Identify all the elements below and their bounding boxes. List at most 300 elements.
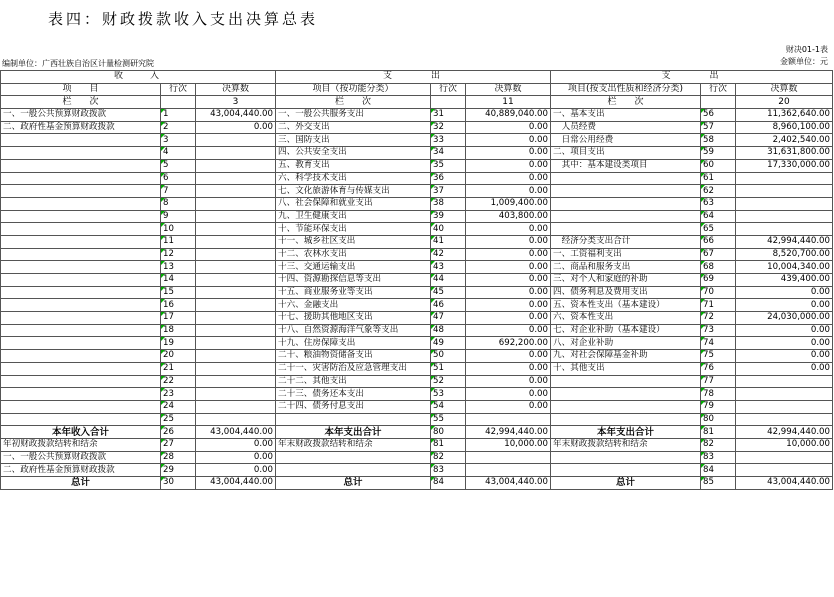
amount-header: 决算数 xyxy=(466,83,551,96)
income-item-cell xyxy=(1,299,161,312)
income-item-cell xyxy=(1,223,161,236)
func-item-cell: 十一、城乡社区支出 xyxy=(276,235,431,248)
func-item-cell: 二十四、债务付息支出 xyxy=(276,400,431,413)
income-amount-cell xyxy=(196,210,276,223)
econ-amount-cell: 24,030,000.00 xyxy=(736,312,833,325)
func-amount-cell: 10,000.00 xyxy=(466,438,551,451)
row-no-cell: 31 xyxy=(431,109,466,122)
func-item-cell: 十七、援助其他地区支出 xyxy=(276,312,431,325)
table-row xyxy=(1,438,833,451)
income-amount-cell xyxy=(196,274,276,287)
table-row xyxy=(1,286,833,299)
row-no-cell: 28 xyxy=(161,451,196,464)
econ-amount-cell xyxy=(736,375,833,388)
row-no-cell: 85 xyxy=(701,477,736,490)
table-row xyxy=(1,451,833,464)
func-amount-cell: 0.00 xyxy=(466,350,551,363)
table-row xyxy=(1,337,833,350)
empty-cell xyxy=(431,96,466,109)
table-row xyxy=(1,121,833,134)
func-item-cell: 六、科学技术支出 xyxy=(276,172,431,185)
row-no-cell: 32 xyxy=(431,121,466,134)
column-no-label: 栏 次 xyxy=(276,96,431,109)
row-no-cell: 58 xyxy=(701,134,736,147)
budget-table xyxy=(0,70,833,490)
row-no-cell: 3 xyxy=(161,134,196,147)
table-row xyxy=(1,324,833,337)
row-no-cell: 39 xyxy=(431,210,466,223)
econ-item-cell: 三、对个人和家庭的补助 xyxy=(551,274,701,287)
row-no-cell: 73 xyxy=(701,324,736,337)
row-no-cell: 19 xyxy=(161,337,196,350)
table-row xyxy=(1,464,833,477)
func-amount-cell: 42,994,440.00 xyxy=(466,426,551,439)
row-no-cell: 80 xyxy=(701,413,736,426)
table-row xyxy=(1,261,833,274)
column-number: 20 xyxy=(736,96,833,109)
row-no-cell: 43 xyxy=(431,261,466,274)
row-no-cell: 63 xyxy=(701,197,736,210)
func-item-cell: 二十一、灾害防治及应急管理支出 xyxy=(276,362,431,375)
income-amount-cell: 0.00 xyxy=(196,438,276,451)
row-no-cell: 35 xyxy=(431,159,466,172)
income-amount-cell xyxy=(196,197,276,210)
row-no-cell: 82 xyxy=(701,438,736,451)
row-no-cell: 6 xyxy=(161,172,196,185)
column-header-row xyxy=(1,83,833,96)
func-amount-cell xyxy=(466,464,551,477)
econ-item-cell: 九、对社会保障基金补助 xyxy=(551,350,701,363)
econ-amount-cell: 10,004,340.00 xyxy=(736,261,833,274)
table-row xyxy=(1,134,833,147)
func-item-cell: 八、社会保障和就业支出 xyxy=(276,197,431,210)
row-no-cell: 4 xyxy=(161,147,196,160)
func-item-cell xyxy=(276,464,431,477)
func-amount-cell: 0.00 xyxy=(466,223,551,236)
income-amount-cell xyxy=(196,375,276,388)
econ-item-cell xyxy=(551,388,701,401)
row-no-cell: 27 xyxy=(161,438,196,451)
table-row xyxy=(1,413,833,426)
income-item-cell xyxy=(1,388,161,401)
table-row xyxy=(1,223,833,236)
row-no-cell: 81 xyxy=(431,438,466,451)
row-no-cell: 33 xyxy=(431,134,466,147)
empty-cell xyxy=(701,96,736,109)
table-row xyxy=(1,299,833,312)
income-item-cell xyxy=(1,261,161,274)
row-no-cell: 81 xyxy=(701,426,736,439)
row-no-cell: 65 xyxy=(701,223,736,236)
econ-item-cell: 本年支出合计 xyxy=(551,426,701,439)
func-amount-cell: 403,800.00 xyxy=(466,210,551,223)
func-item-cell: 十四、资源勘探信息等支出 xyxy=(276,274,431,287)
row-no-cell: 21 xyxy=(161,362,196,375)
row-no-cell: 7 xyxy=(161,185,196,198)
econ-amount-cell xyxy=(736,172,833,185)
func-item-cell: 三、国防支出 xyxy=(276,134,431,147)
table-row xyxy=(1,477,833,490)
row-no-cell: 68 xyxy=(701,261,736,274)
econ-item-header: 项目(按支出性质和经济分类) xyxy=(551,83,701,96)
econ-amount-cell xyxy=(736,388,833,401)
income-amount-cell xyxy=(196,388,276,401)
income-item-cell xyxy=(1,248,161,261)
func-item-cell: 十六、金融支出 xyxy=(276,299,431,312)
income-amount-cell: 0.00 xyxy=(196,464,276,477)
table-row xyxy=(1,388,833,401)
income-item-cell: 总计 xyxy=(1,477,161,490)
row-no-cell: 61 xyxy=(701,172,736,185)
empty-cell xyxy=(161,96,196,109)
income-item-cell xyxy=(1,337,161,350)
econ-item-cell xyxy=(551,451,701,464)
econ-item-cell: 五、资本性支出（基本建设） xyxy=(551,299,701,312)
econ-item-cell: 年末财政拨款结转和结余 xyxy=(551,438,701,451)
row-no-cell: 64 xyxy=(701,210,736,223)
func-amount-cell: 0.00 xyxy=(466,362,551,375)
row-no-cell: 1 xyxy=(161,109,196,122)
func-amount-cell: 0.00 xyxy=(466,121,551,134)
row-no-cell: 84 xyxy=(431,477,466,490)
econ-amount-cell: 31,631,800.00 xyxy=(736,147,833,160)
econ-amount-cell xyxy=(736,223,833,236)
income-item-cell xyxy=(1,324,161,337)
income-item-cell xyxy=(1,147,161,160)
econ-item-cell xyxy=(551,464,701,477)
income-amount-cell xyxy=(196,413,276,426)
func-item-cell: 十九、住房保障支出 xyxy=(276,337,431,350)
table-row xyxy=(1,185,833,198)
row-no-cell: 9 xyxy=(161,210,196,223)
func-amount-cell: 0.00 xyxy=(466,312,551,325)
econ-item-cell xyxy=(551,413,701,426)
column-number-row xyxy=(1,96,833,109)
func-item-cell: 二十二、其他支出 xyxy=(276,375,431,388)
row-no-cell: 72 xyxy=(701,312,736,325)
table-row xyxy=(1,350,833,363)
income-item-cell xyxy=(1,134,161,147)
econ-item-cell: 一、基本支出 xyxy=(551,109,701,122)
econ-amount-cell xyxy=(736,413,833,426)
row-no-cell: 82 xyxy=(431,451,466,464)
org-label: 编制单位：广西壮族自治区计量检测研究院 xyxy=(2,59,154,68)
econ-item-cell: 六、资本性支出 xyxy=(551,312,701,325)
row-no-cell: 79 xyxy=(701,400,736,413)
row-no-cell: 70 xyxy=(701,286,736,299)
row-no-cell: 84 xyxy=(701,464,736,477)
func-item-header: 项目（按功能分类） xyxy=(276,83,431,96)
econ-item-cell: 二、项目支出 xyxy=(551,147,701,160)
row-no-cell: 42 xyxy=(431,248,466,261)
econ-item-cell xyxy=(551,197,701,210)
func-amount-cell: 0.00 xyxy=(466,375,551,388)
income-amount-cell xyxy=(196,312,276,325)
econ-amount-cell: 0.00 xyxy=(736,286,833,299)
func-amount-cell: 43,004,440.00 xyxy=(466,477,551,490)
func-item-cell: 年末财政拨款结转和结余 xyxy=(276,438,431,451)
income-amount-cell xyxy=(196,223,276,236)
row-no-cell: 17 xyxy=(161,312,196,325)
row-no-cell: 18 xyxy=(161,324,196,337)
row-no-cell: 49 xyxy=(431,337,466,350)
func-item-cell: 二十、粮油物资储备支出 xyxy=(276,350,431,363)
econ-item-cell xyxy=(551,185,701,198)
econ-item-cell xyxy=(551,375,701,388)
income-item-cell xyxy=(1,274,161,287)
income-amount-cell xyxy=(196,134,276,147)
row-no-header: 行次 xyxy=(161,83,196,96)
amount-header: 决算数 xyxy=(196,83,276,96)
column-number: 3 xyxy=(196,96,276,109)
row-no-cell: 67 xyxy=(701,248,736,261)
income-item-cell: 年初财政拨款结转和结余 xyxy=(1,438,161,451)
income-item-cell xyxy=(1,159,161,172)
income-amount-cell xyxy=(196,299,276,312)
table-row xyxy=(1,375,833,388)
income-amount-cell: 43,004,440.00 xyxy=(196,426,276,439)
income-amount-cell xyxy=(196,185,276,198)
row-no-cell: 59 xyxy=(701,147,736,160)
income-item-cell xyxy=(1,312,161,325)
func-item-cell: 九、卫生健康支出 xyxy=(276,210,431,223)
income-item-cell: 一、一般公共预算财政拨款 xyxy=(1,109,161,122)
func-amount-cell: 0.00 xyxy=(466,400,551,413)
econ-item-cell: 人员经费 xyxy=(551,121,701,134)
func-amount-cell: 0.00 xyxy=(466,286,551,299)
row-no-cell: 13 xyxy=(161,261,196,274)
row-no-cell: 57 xyxy=(701,121,736,134)
table-row xyxy=(1,274,833,287)
income-amount-cell xyxy=(196,324,276,337)
income-amount-cell: 43,004,440.00 xyxy=(196,109,276,122)
income-amount-cell xyxy=(196,147,276,160)
func-item-cell: 十五、商业服务业等支出 xyxy=(276,286,431,299)
func-amount-cell: 0.00 xyxy=(466,388,551,401)
row-no-cell: 74 xyxy=(701,337,736,350)
row-no-cell: 24 xyxy=(161,400,196,413)
row-no-cell: 54 xyxy=(431,400,466,413)
econ-amount-cell: 8,960,100.00 xyxy=(736,121,833,134)
table-row xyxy=(1,109,833,122)
income-item-cell: 二、政府性基金预算财政拨款 xyxy=(1,464,161,477)
econ-item-cell xyxy=(551,223,701,236)
func-item-cell: 总计 xyxy=(276,477,431,490)
econ-amount-cell: 0.00 xyxy=(736,337,833,350)
report-code: 财决01-1表 xyxy=(785,45,828,54)
row-no-cell: 8 xyxy=(161,197,196,210)
row-no-cell: 11 xyxy=(161,235,196,248)
row-no-cell: 62 xyxy=(701,185,736,198)
row-no-cell: 29 xyxy=(161,464,196,477)
func-amount-cell: 0.00 xyxy=(466,248,551,261)
row-no-cell: 80 xyxy=(431,426,466,439)
func-amount-cell: 0.00 xyxy=(466,324,551,337)
amount-header: 决算数 xyxy=(736,83,833,96)
func-item-cell: 一、一般公共服务支出 xyxy=(276,109,431,122)
row-no-cell: 10 xyxy=(161,223,196,236)
income-item-cell xyxy=(1,286,161,299)
table-row xyxy=(1,312,833,325)
func-item-cell: 二、外交支出 xyxy=(276,121,431,134)
row-no-cell: 36 xyxy=(431,172,466,185)
row-no-cell: 40 xyxy=(431,223,466,236)
row-no-cell: 71 xyxy=(701,299,736,312)
income-item-cell xyxy=(1,235,161,248)
row-no-cell: 26 xyxy=(161,426,196,439)
row-no-cell: 20 xyxy=(161,350,196,363)
table-row xyxy=(1,147,833,160)
func-amount-cell: 0.00 xyxy=(466,299,551,312)
row-no-cell: 78 xyxy=(701,388,736,401)
func-amount-cell: 0.00 xyxy=(466,274,551,287)
func-expense-section-header: 支 出 xyxy=(276,71,551,84)
econ-item-cell: 十、其他支出 xyxy=(551,362,701,375)
econ-item-cell: 一、工资福利支出 xyxy=(551,248,701,261)
econ-item-cell: 总计 xyxy=(551,477,701,490)
econ-amount-cell xyxy=(736,451,833,464)
row-no-cell: 75 xyxy=(701,350,736,363)
econ-amount-cell: 42,994,440.00 xyxy=(736,235,833,248)
income-amount-cell: 0.00 xyxy=(196,121,276,134)
func-amount-cell: 0.00 xyxy=(466,261,551,274)
table-row xyxy=(1,248,833,261)
econ-item-cell xyxy=(551,210,701,223)
row-no-cell: 53 xyxy=(431,388,466,401)
func-item-cell: 二十三、债务还本支出 xyxy=(276,388,431,401)
income-amount-cell: 43,004,440.00 xyxy=(196,477,276,490)
econ-amount-cell xyxy=(736,185,833,198)
column-number: 11 xyxy=(466,96,551,109)
func-item-cell: 七、文化旅游体育与传媒支出 xyxy=(276,185,431,198)
econ-expense-section-header: 支 出 xyxy=(551,71,833,84)
row-no-cell: 25 xyxy=(161,413,196,426)
econ-amount-cell xyxy=(736,464,833,477)
row-no-cell: 30 xyxy=(161,477,196,490)
income-section-header: 收 入 xyxy=(1,71,276,84)
econ-amount-cell: 11,362,640.00 xyxy=(736,109,833,122)
page-title: 表四：财政拨款收入支出决算总表 xyxy=(48,10,319,28)
row-no-cell: 50 xyxy=(431,350,466,363)
econ-item-cell: 二、商品和服务支出 xyxy=(551,261,701,274)
row-no-cell: 22 xyxy=(161,375,196,388)
table-row xyxy=(1,197,833,210)
income-amount-cell xyxy=(196,350,276,363)
func-item-cell xyxy=(276,413,431,426)
econ-amount-cell: 17,330,000.00 xyxy=(736,159,833,172)
income-item-cell: 二、政府性基金预算财政拨款 xyxy=(1,121,161,134)
income-item-cell xyxy=(1,400,161,413)
func-item-cell: 十三、交通运输支出 xyxy=(276,261,431,274)
row-no-cell: 16 xyxy=(161,299,196,312)
econ-amount-cell: 0.00 xyxy=(736,299,833,312)
func-amount-cell xyxy=(466,451,551,464)
row-no-cell: 5 xyxy=(161,159,196,172)
econ-amount-cell: 8,520,700.00 xyxy=(736,248,833,261)
income-amount-cell xyxy=(196,248,276,261)
column-no-label: 栏 次 xyxy=(551,96,701,109)
table-row xyxy=(1,426,833,439)
income-item-cell xyxy=(1,172,161,185)
func-amount-cell: 0.00 xyxy=(466,185,551,198)
table-row xyxy=(1,210,833,223)
row-no-cell: 38 xyxy=(431,197,466,210)
econ-item-cell: 其中：基本建设类项目 xyxy=(551,159,701,172)
econ-amount-cell xyxy=(736,210,833,223)
row-no-cell: 76 xyxy=(701,362,736,375)
column-no-label: 栏 次 xyxy=(1,96,161,109)
econ-amount-cell: 42,994,440.00 xyxy=(736,426,833,439)
row-no-cell: 66 xyxy=(701,235,736,248)
income-amount-cell xyxy=(196,337,276,350)
row-no-cell: 56 xyxy=(701,109,736,122)
row-no-cell: 51 xyxy=(431,362,466,375)
income-item-cell xyxy=(1,375,161,388)
row-no-cell: 60 xyxy=(701,159,736,172)
row-no-cell: 34 xyxy=(431,147,466,160)
func-item-cell: 十、节能环保支出 xyxy=(276,223,431,236)
income-amount-cell xyxy=(196,235,276,248)
income-item-cell xyxy=(1,185,161,198)
func-item-cell xyxy=(276,451,431,464)
func-amount-cell: 0.00 xyxy=(466,134,551,147)
func-item-cell: 十八、自然资源海洋气象等支出 xyxy=(276,324,431,337)
func-item-cell: 四、公共安全支出 xyxy=(276,147,431,160)
func-amount-cell xyxy=(466,413,551,426)
row-no-cell: 37 xyxy=(431,185,466,198)
table-row xyxy=(1,172,833,185)
row-no-cell: 15 xyxy=(161,286,196,299)
table-row xyxy=(1,400,833,413)
econ-amount-cell xyxy=(736,400,833,413)
income-amount-cell xyxy=(196,172,276,185)
row-no-cell: 69 xyxy=(701,274,736,287)
func-amount-cell: 0.00 xyxy=(466,235,551,248)
func-amount-cell: 0.00 xyxy=(466,147,551,160)
econ-amount-cell: 0.00 xyxy=(736,324,833,337)
row-no-header: 行次 xyxy=(701,83,736,96)
func-amount-cell: 692,200.00 xyxy=(466,337,551,350)
row-no-cell: 23 xyxy=(161,388,196,401)
func-amount-cell: 1,009,400.00 xyxy=(466,197,551,210)
econ-item-cell: 八、对企业补助 xyxy=(551,337,701,350)
income-amount-cell xyxy=(196,159,276,172)
func-item-cell: 五、教育支出 xyxy=(276,159,431,172)
row-no-cell: 12 xyxy=(161,248,196,261)
econ-amount-cell: 10,000.00 xyxy=(736,438,833,451)
row-no-cell: 52 xyxy=(431,375,466,388)
row-no-cell: 2 xyxy=(161,121,196,134)
income-item-cell xyxy=(1,350,161,363)
row-no-cell: 41 xyxy=(431,235,466,248)
income-item-header: 项 目 xyxy=(1,83,161,96)
econ-amount-cell xyxy=(736,197,833,210)
econ-item-cell: 经济分类支出合计 xyxy=(551,235,701,248)
econ-amount-cell: 0.00 xyxy=(736,350,833,363)
row-no-cell: 47 xyxy=(431,312,466,325)
econ-item-cell: 七、对企业补助（基本建设） xyxy=(551,324,701,337)
func-amount-cell: 0.00 xyxy=(466,159,551,172)
row-no-cell: 44 xyxy=(431,274,466,287)
econ-amount-cell: 0.00 xyxy=(736,362,833,375)
econ-item-cell: 日常公用经费 xyxy=(551,134,701,147)
table-row xyxy=(1,235,833,248)
row-no-cell: 14 xyxy=(161,274,196,287)
income-item-cell: 一、一般公共预算财政拨款 xyxy=(1,451,161,464)
row-no-cell: 46 xyxy=(431,299,466,312)
income-amount-cell: 0.00 xyxy=(196,451,276,464)
econ-amount-cell: 43,004,440.00 xyxy=(736,477,833,490)
